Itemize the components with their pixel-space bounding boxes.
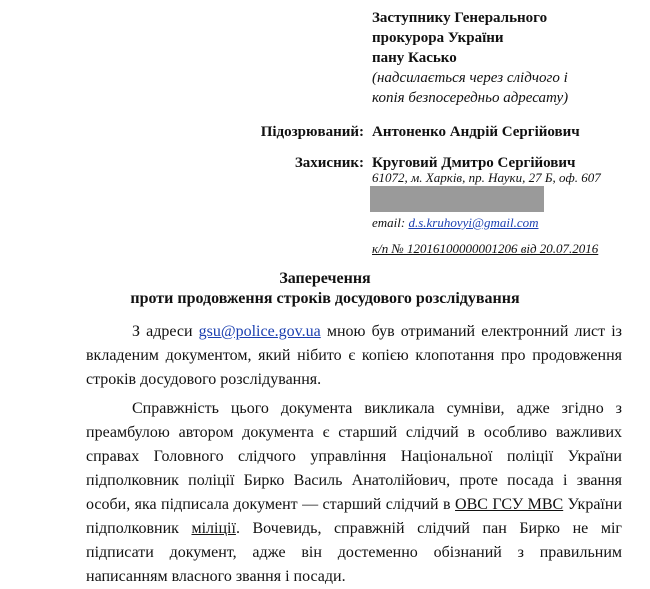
defender-label: Захисник: [294,155,364,171]
suspect-label: Підозрюваний: [260,124,364,140]
paragraph-1-text-b: мною був отриманий електронний лист із вкладеним документом, який нібито є копією клопотання про продовження строків досудового розслідування. [86,323,622,388]
email-label: email: [372,215,406,230]
case-number: к/п № 12016100000001206 від 20.07.2016 [372,241,599,256]
paragraph-2-text-a: Справжність цього документа викликала сумніви, адже згідно з преамбулою автором документа є старший слідчий в особливо важливих справах Головного слідчого управління Національної поліції України підполковник поліції Бирко Василь Анатолійович, проте посада і звання особи, яка підписала документ — старший слідчий в [86,400,622,513]
addressee-line-3: пану Касько [372,50,457,66]
defender-address: 61072, м. Харків, пр. Науки, 27 Б, оф. 607 [372,170,601,185]
document-subtitle: проти продовження строків досудового розслідування [130,290,520,307]
defender-email-line [372,215,539,231]
paragraph-2 [86,397,622,589]
paragraph-2-underlined-unit: ОВС ГСУ МВС [455,496,564,513]
email-link[interactable]: d.s.kruhovyi@gmail.com [408,215,539,230]
defender-name: Круговий Дмитро Сергійович [372,155,576,171]
paragraph-2-underlined-rank: міліції [191,520,236,537]
document-title: Заперечення [279,270,371,287]
case-number-line [372,241,598,257]
paragraph-1-text-a: З адреси [132,323,199,340]
police-email-link[interactable]: gsu@police.gov.ua [198,323,321,340]
addressee-line-2: прокурора України [372,30,504,46]
addressee-note-2: копія безпосередньо адресату) [372,90,569,106]
redacted-block [370,186,544,212]
suspect-value-row [372,122,580,142]
addressee-line-1: Заступнику Генерального [372,10,548,26]
addressee-note-1: (надсилається через слідчого і [372,70,568,86]
paragraph-2-text-b: України підполковник [86,496,623,537]
suspect-name: Антоненко Андрій Сергійович [372,124,580,140]
paragraph-1 [86,320,622,392]
paragraph-2-text-c: . Вочевидь, справжній слідчий пан Бирко не міг підписати документ, адже він достеменно обізнаний з правильним написанням власного звання і посади. [86,520,622,585]
addressee-block [372,8,642,108]
